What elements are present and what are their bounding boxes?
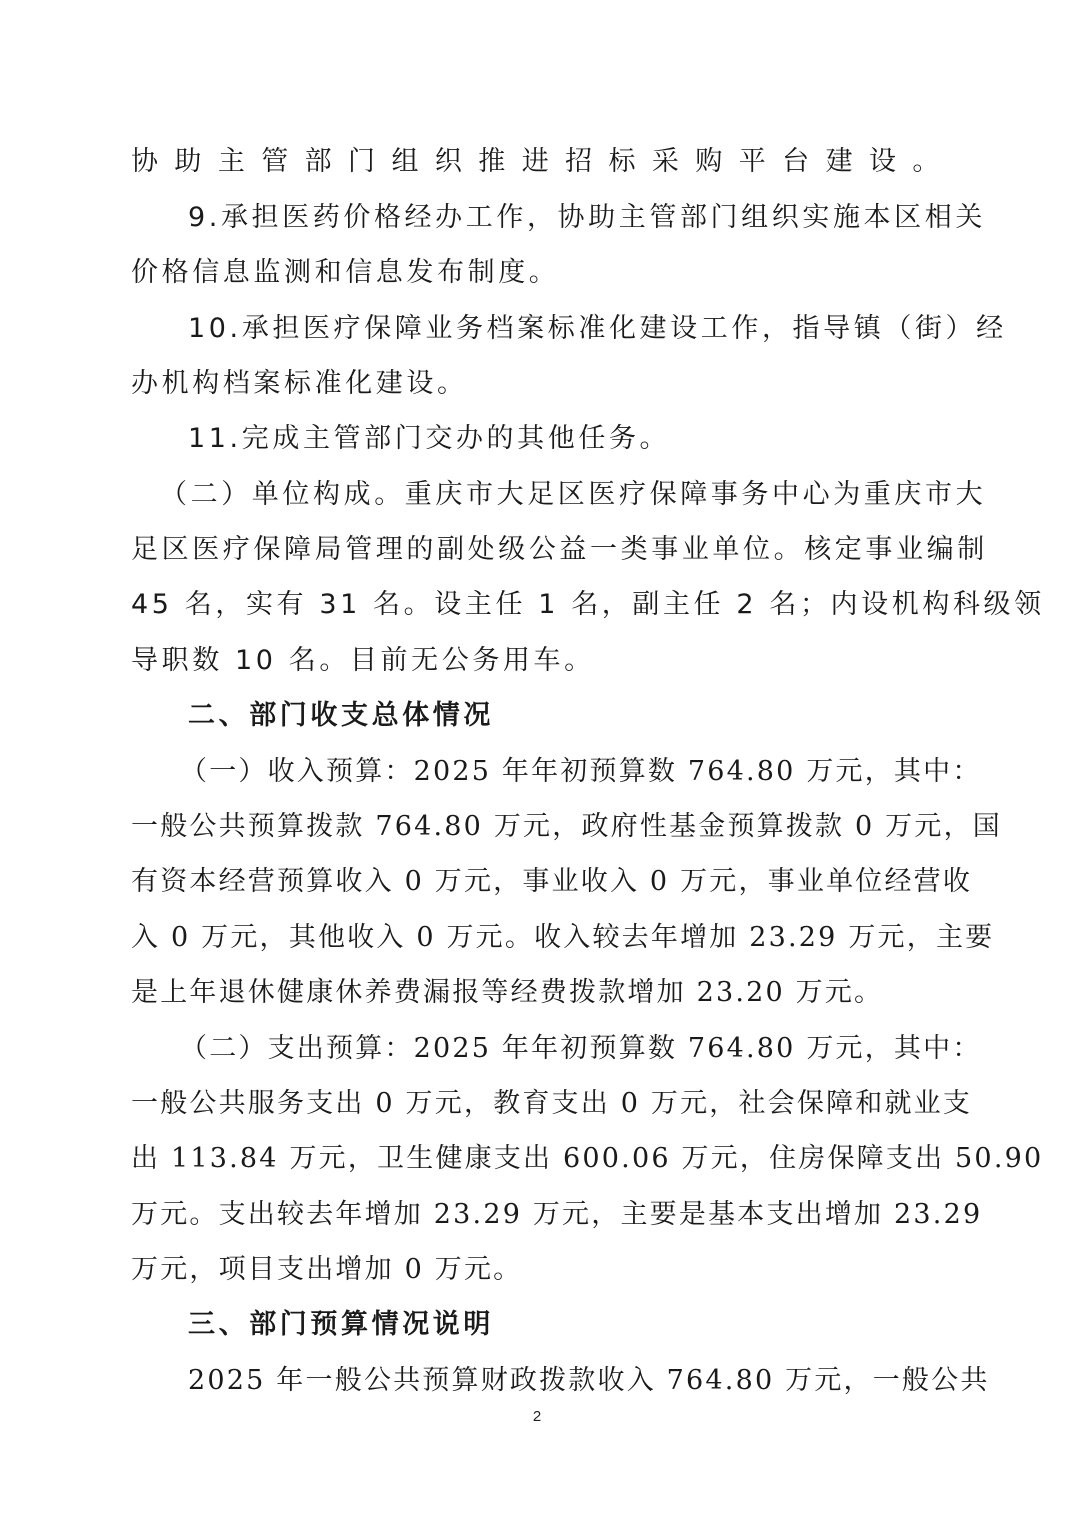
- body-line: 办机构档案标准化建设。: [131, 368, 468, 399]
- body-line: 9.承担医药价格经办工作，协助主管部门组织实施本区相关: [188, 202, 986, 233]
- body-line: 价格信息监测和信息发布制度。: [131, 257, 560, 288]
- body-line: 一般公共服务支出 0 万元，教育支出 0 万元，社会保障和就业支: [131, 1088, 973, 1119]
- body-line: 45 名，实有 31 名。设主任 1 名，副主任 2 名；内设机构科级领: [131, 589, 1045, 620]
- body-line: 11.完成主管部门交办的其他任务。: [188, 423, 671, 454]
- body-line: 导职数 10 名。目前无公务用车。: [131, 645, 595, 676]
- section-heading: 三、部门预算情况说明: [188, 1309, 494, 1340]
- section-heading: 二、部门收支总体情况: [188, 700, 494, 731]
- body-line: 10.承担医疗保障业务档案标准化建设工作，指导镇（街）经: [188, 313, 1007, 344]
- body-line: 万元，项目支出增加 0 万元。: [131, 1254, 523, 1285]
- body-line: （二）支出预算：2025 年年初预算数 764.80 万元，其中：: [180, 1033, 982, 1064]
- body-line: 万元。支出较去年增加 23.29 万元，主要是基本支出增加 23.29: [131, 1199, 983, 1230]
- body-line: 入 0 万元，其他收入 0 万元。收入较去年增加 23.29 万元，主要: [131, 922, 995, 953]
- body-line: 一般公共预算拨款 764.80 万元，政府性基金预算拨款 0 万元，国: [131, 811, 1002, 842]
- body-line: 有资本经营预算收入 0 万元，事业收入 0 万元，事业单位经营收: [131, 866, 973, 897]
- body-line: 协助主管部门组织推进招标采购平台建设。: [131, 146, 943, 177]
- body-line: 足区医疗保障局管理的副处级公益一类事业单位。核定事业编制: [131, 534, 988, 565]
- body-line: （二）单位构成。重庆市大足区医疗保障事务中心为重庆市大: [160, 479, 987, 510]
- body-line: 2025 年一般公共预算财政拨款收入 764.80 万元，一般公共: [188, 1365, 990, 1396]
- page-number: 2: [532, 1408, 542, 1425]
- body-line: 是上年退休健康休养费漏报等经费拨款增加 23.20 万元。: [131, 977, 884, 1008]
- body-line: 出 113.84 万元，卫生健康支出 600.06 万元，住房保障支出 50.90: [131, 1143, 1044, 1174]
- body-line: （一）收入预算：2025 年年初预算数 764.80 万元，其中：: [180, 756, 982, 787]
